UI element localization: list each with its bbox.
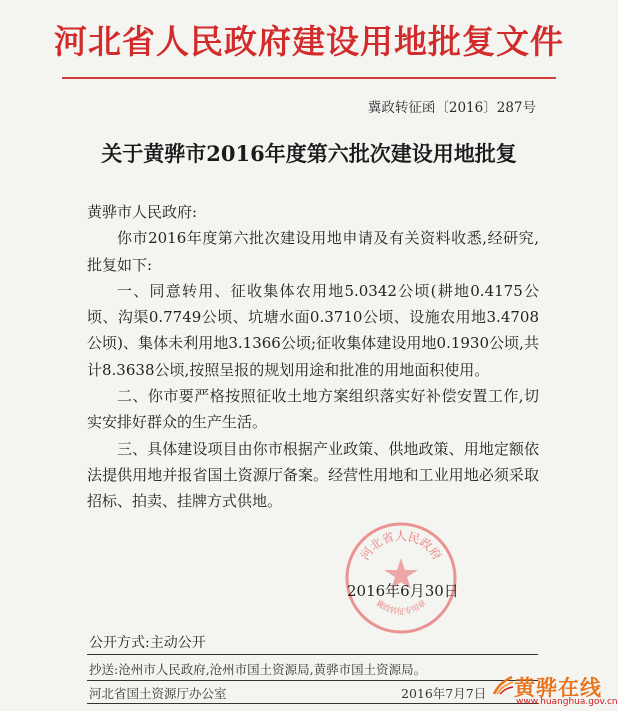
site-watermark [492, 672, 618, 710]
footer-divider-bottom [87, 703, 538, 704]
print-date: 2016年7月7日 [401, 686, 487, 701]
paragraph-item-1: 一、同意转用、征收集体农用地5.0342公顷(耕地0.4175公顷、沟渠0.7749公顷、坑塘水面0.3710公顷、设施农用地3.4708公顷)、集体未利用地3.1366公顷;征收集体建设用地0.1930公顷,共计8.3638公顷,按照呈报的规划用途和批准的用地面积使用。 [87, 281, 539, 379]
footer-divider-middle [87, 680, 538, 681]
seal-top-text: 河北省人民政府 [357, 529, 445, 563]
document-header-title: 河北省人民政府建设用地批复文件 [54, 22, 564, 61]
huanghua-logo-icon [492, 674, 514, 696]
addressee: 黄骅市人民政府: [87, 203, 198, 221]
sign-date: 2016年6月30日 [347, 582, 459, 600]
document-number: 冀政转征函〔2016〕287号 [367, 100, 536, 116]
paragraph-intro: 你市2016年度第六批次建设用地申请及有关资料收悉,经研究,批复如下: [87, 229, 539, 274]
paragraph-item-2: 二、你市要严格按照征收土地方案组织落实好补偿安置工作,切实安排好群众的生产生活。 [87, 387, 539, 432]
official-seal-icon [343, 520, 459, 636]
seal-bottom-text: 冀政转征专用章 [374, 598, 428, 617]
watermark-brand: 黄骅在线 [514, 676, 602, 700]
watermark-url: www.huanghua.gov.cn [516, 697, 618, 707]
footer-divider-top [87, 654, 538, 655]
header-divider [62, 77, 556, 79]
paragraph-item-3: 三、具体建设项目由你市根据产业政策、供地政策、用地定额依法提供用地并报省国土资源厅备案。经营性用地和工业用地必须采取招标、拍卖、挂牌方式供地。 [87, 439, 539, 511]
cc-list: 抄送:沧州市人民政府,沧州市国土资源局,黄骅市国土资源局。 [89, 662, 427, 677]
publish-mode: 公开方式:主动公开 [89, 635, 206, 651]
issuing-office: 河北省国土资源厅办公室 [89, 686, 227, 701]
document-title: 关于黄骅市2016年度第六批次建设用地批复 [101, 141, 517, 166]
document-body [87, 199, 539, 515]
